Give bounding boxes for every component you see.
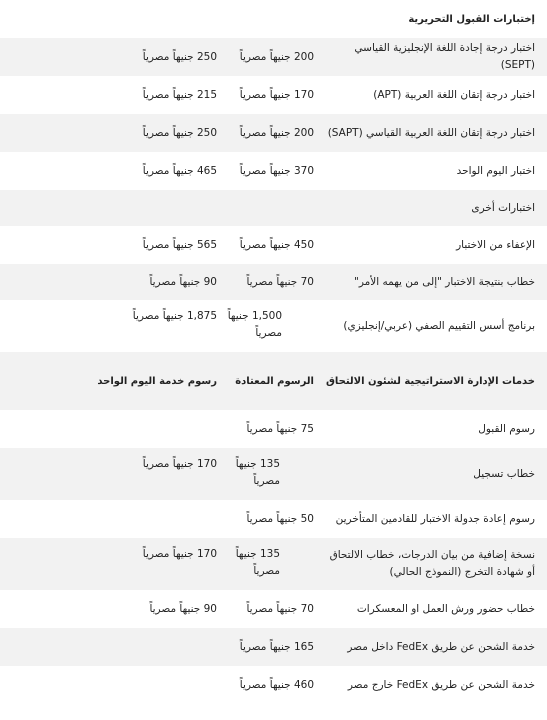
- table-row: [0, 300, 547, 352]
- table-row: [0, 590, 547, 628]
- table-row: [0, 152, 547, 190]
- regular-fee: 170 جنيهاً مصرياً: [239, 88, 314, 101]
- table-row: [0, 628, 547, 666]
- same-day-fee: 250 جنيهاً مصرياً: [142, 50, 217, 63]
- same-day-fee: 170 جنيهاً مصرياً: [142, 458, 217, 470]
- section2-header-row: [0, 352, 547, 410]
- regular-fee: 70 جنيهاً مصرياً: [246, 275, 314, 288]
- regular-fee: 200 جنيهاً مصرياً: [239, 50, 314, 63]
- service-name: اختبار اليوم الواحد: [456, 164, 535, 177]
- section1-header-row: [0, 0, 547, 38]
- service-name: اختبار درجة إتقان اللغة العربية (APT): [373, 88, 535, 101]
- table-row: [0, 190, 547, 226]
- same-day-fee: [97, 666, 217, 704]
- regular-fee: 135 جنيهاً مصرياً: [235, 548, 280, 577]
- regular-fee: 450 جنيهاً مصرياً: [239, 238, 314, 251]
- section1-header: إختبارات القبول التحريرية: [408, 13, 535, 25]
- regular-fee: 460 جنيهاً مصرياً: [239, 678, 314, 691]
- same-day-fee: 565 جنيهاً مصرياً: [142, 238, 217, 251]
- service-name: برنامج أسس التقييم الصفي (عربي/إنجليزي): [343, 319, 535, 332]
- table-row: [0, 264, 547, 300]
- regular-fee: 165 جنيهاً مصرياً: [239, 640, 314, 653]
- regular-fee: 135 جنيهاً مصرياً: [235, 458, 280, 487]
- service-name: خطاب تسجيل: [473, 467, 535, 480]
- same-day-fee: [97, 628, 217, 666]
- same-day-fee: [97, 410, 217, 448]
- section2-header-same-day: رسوم خدمة اليوم الواحد: [97, 375, 217, 387]
- regular-fee: 370 جنيهاً مصرياً: [239, 164, 314, 177]
- same-day-fee: [97, 500, 217, 538]
- same-day-fee: 215 جنيهاً مصرياً: [142, 88, 217, 101]
- service-name: خطاب حضور ورش العمل او المعسكرات: [356, 602, 535, 615]
- table-row: [0, 38, 547, 76]
- regular-fee: 50 جنيهاً مصرياً: [246, 512, 314, 525]
- same-day-fee: 250 جنيهاً مصرياً: [142, 126, 217, 139]
- table-row: [0, 410, 547, 448]
- regular-fee: 75 جنيهاً مصرياً: [246, 422, 314, 435]
- table-row: [0, 500, 547, 538]
- service-name: خدمة الشحن عن طريق FedEx داخل مصر: [347, 640, 535, 653]
- service-name: اختبار درجة إجادة اللغة الإنجليزية القياسي (SEPT): [354, 42, 535, 71]
- same-day-fee: 170 جنيهاً مصرياً: [142, 548, 217, 560]
- service-name: رسوم إعادة جدولة الاختبار للقادمين المتأخرين: [335, 512, 535, 525]
- regular-fee: 200 جنيهاً مصرياً: [239, 126, 314, 139]
- service-name: خدمة الشحن عن طريق FedEx خارج مصر: [347, 678, 535, 691]
- section2-header-regular: الرسوم المعتادة: [235, 375, 314, 387]
- table-row: [0, 448, 547, 500]
- service-name: رسوم القبول: [478, 422, 535, 435]
- table-row: [0, 538, 547, 590]
- section2-header-name: خدمات الإدارة الاستراتيجية لشئون الالتحاق: [325, 375, 535, 387]
- table-row: [0, 666, 547, 704]
- service-name: اختبارات أخرى: [471, 201, 535, 214]
- same-day-fee: 465 جنيهاً مصرياً: [142, 164, 217, 177]
- same-day-fee: 1,875 جنيهاً مصرياً: [132, 310, 217, 322]
- service-name: نسخة إضافية من بيان الدرجات، خطاب الالتحاق أو شهادة التخرج (النموذج الحالي): [329, 549, 535, 578]
- service-name: الإعفاء من الاختبار: [456, 238, 535, 251]
- same-day-fee: 90 جنيهاً مصرياً: [149, 602, 217, 615]
- regular-fee: 1,500 جنيهاً مصرياً: [227, 310, 282, 339]
- service-name: خطاب بنتيجة الاختبار "إلى من يهمه الأمر": [354, 275, 535, 288]
- table-row: [0, 76, 547, 114]
- table-row: [0, 226, 547, 264]
- same-day-fee: 90 جنيهاً مصرياً: [149, 275, 217, 288]
- table-row: [0, 114, 547, 152]
- service-name: اختبار درجة إتقان اللغة العربية القياسي (SAPT): [327, 126, 535, 139]
- regular-fee: 70 جنيهاً مصرياً: [246, 602, 314, 615]
